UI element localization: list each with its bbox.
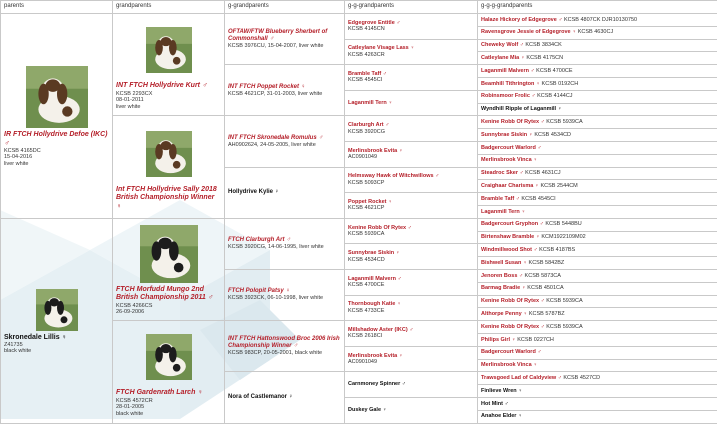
ggg-grandparent-details: KCSB 3834CK xyxy=(524,42,562,48)
ggg-grandparent-cell xyxy=(478,77,717,90)
ggg-grandparent-cell xyxy=(478,167,717,180)
gg-grandparent-details: KCSB 4545CI xyxy=(348,77,474,83)
parent-details: 15-04-2016 xyxy=(4,154,109,160)
grandparent-details: KCSB 2293CX xyxy=(116,91,221,97)
ggg-grandparent-details: KCSB 4527CD xyxy=(562,375,600,381)
gg-grandparent-cell xyxy=(345,269,478,295)
grandparent-details: 26-09-2006 xyxy=(116,309,221,315)
gg-grandparent-details: KCSB 4145CN xyxy=(348,26,474,32)
grandparent-details: KCSB 4572CR xyxy=(116,398,221,404)
gg-grandparent-name[interactable]: Catleylane Visage Lass ♀ xyxy=(348,45,474,51)
gg-grandparent-name[interactable]: Bramble Taff ♂ xyxy=(348,71,474,77)
grandparent-details: KCSB 4266CS xyxy=(116,303,221,309)
grandparent-photo xyxy=(146,21,192,79)
table-row xyxy=(1,14,717,27)
gg-grandparent-cell xyxy=(345,295,478,321)
gg-grandparent-cell xyxy=(345,141,478,167)
gg-grandparent-cell xyxy=(345,397,478,423)
header-row xyxy=(1,1,717,14)
parent-photo xyxy=(35,289,79,331)
ggg-grandparent-name[interactable]: Bishwell Susan ♀ xyxy=(481,260,527,266)
gg-grandparent-name[interactable]: Duskey Gale ♀ xyxy=(348,407,474,413)
ggg-grandparent-details: KCSB 4631CJ xyxy=(524,170,561,176)
grandparent-name[interactable]: Int FTCH Hollydrive Sally 2018 British Championship Winner ♀ xyxy=(116,186,221,211)
ggg-grandparent-name[interactable]: Halaze Hickory of Edgegrove ♂ xyxy=(481,17,562,23)
ggg-grandparent-name[interactable]: Kenine Robb Of Rytex ♂ xyxy=(481,298,545,304)
g-grandparent-details: KCSB 983CP, 20-05-2001, black white xyxy=(228,350,341,356)
grandparent-name[interactable]: FTCH Morfudd Mungo 2nd British Championship 2011 ♂ xyxy=(116,286,221,303)
grandparent-cell xyxy=(113,14,225,116)
ggg-grandparent-cell xyxy=(478,52,717,65)
ggg-grandparent-cell xyxy=(478,372,717,385)
ggg-grandparent-name[interactable]: Badgercourt Warlord ♂ xyxy=(481,145,541,151)
ggg-grandparent-cell xyxy=(478,193,717,206)
ggg-grandparent-cell xyxy=(478,385,717,398)
ggg-grandparent-details: KCSB 0227CH xyxy=(516,337,554,343)
gg-grandparent-details: KCSB 4263CR xyxy=(348,52,474,58)
gg-grandparent-details: KCSB 4534CD xyxy=(348,257,474,263)
ggg-grandparent-name[interactable]: Trawsgoed Lad of Caldyview ♂ xyxy=(481,375,562,381)
g-grandparent-name[interactable]: INT FTCH Skronedale Romulus ♂ xyxy=(228,135,341,142)
ggg-grandparent-cell xyxy=(478,269,717,282)
gg-grandparent-name[interactable]: Laganmill Malvern ♂ xyxy=(348,276,474,282)
ggg-grandparent-details: KCM1922109M02 xyxy=(540,234,586,240)
ggg-grandparent-cell xyxy=(478,205,717,218)
grandparent-cell xyxy=(113,218,225,320)
parent-photo xyxy=(25,66,89,128)
header-grandparents: grandparents xyxy=(113,1,225,14)
gg-grandparent-name[interactable]: Edgegrove Entitle ♂ xyxy=(348,20,474,26)
ggg-grandparent-cell xyxy=(478,218,717,231)
parent-cell xyxy=(1,218,113,423)
gg-grandparent-cell xyxy=(345,39,478,65)
ggg-grandparent-name[interactable]: Craighaar Charisma ♀ xyxy=(481,183,539,189)
ggg-grandparent-details: KCSB 5939CA xyxy=(545,324,583,330)
ggg-grandparent-details: KCSB 4545CI xyxy=(520,196,556,202)
gg-grandparent-cell xyxy=(345,218,478,244)
ggg-grandparent-cell xyxy=(478,141,717,154)
ggg-grandparent-cell xyxy=(478,116,717,129)
gg-grandparent-cell xyxy=(345,372,478,398)
ggg-grandparent-cell xyxy=(478,103,717,116)
g-grandparent-name[interactable]: Hollydrive Kylie ♀ xyxy=(228,189,341,196)
gg-grandparent-details: AC0901049 xyxy=(348,359,474,365)
gg-grandparent-cell xyxy=(345,90,478,116)
ggg-grandparent-name[interactable]: Badgercourt Warlord ♂ xyxy=(481,349,541,355)
ggg-grandparent-cell xyxy=(478,65,717,78)
grandparent-cell xyxy=(113,321,225,423)
ggg-grandparent-name[interactable]: Jenoren Boss ♂ xyxy=(481,273,523,279)
ggg-grandparent-name[interactable]: Ravensgrove Jessie of Edgegrove ♀ xyxy=(481,29,576,35)
g-grandparent-details: KCSB 3920CG, 14-06-1995, liver white xyxy=(228,244,341,250)
ggg-grandparent-cell xyxy=(478,295,717,308)
ggg-grandparent-name[interactable]: Hot Mint ♂ xyxy=(481,401,509,407)
ggg-grandparent-name[interactable]: Kenine Robb Of Rytex ♂ xyxy=(481,324,545,330)
ggg-grandparent-name[interactable]: Badgercourt Gryphon ♂ xyxy=(481,221,544,227)
grandparent-photo xyxy=(146,328,192,386)
g-grandparent-name[interactable]: FTCH Clarburgh Art ♂ xyxy=(228,237,341,244)
ggg-grandparent-cell xyxy=(478,308,717,321)
ggg-grandparent-cell xyxy=(478,410,717,423)
parent-details: Z41735 xyxy=(4,342,109,348)
gg-grandparent-details: KCSB 4621CP xyxy=(348,205,474,211)
ggg-grandparent-name[interactable]: Beamhill Tithrington ♀ xyxy=(481,81,540,87)
parent-details: liver white xyxy=(4,161,109,167)
ggg-grandparent-name[interactable]: Windmillwood Shot ♂ xyxy=(481,247,538,253)
g-grandparent-details: KCSB 3923CK, 06-10-1998, liver white xyxy=(228,295,341,301)
ggg-grandparent-details: KCSB 5939CA xyxy=(545,119,583,125)
ggg-grandparent-name[interactable]: Althorpe Penny ♀ xyxy=(481,311,527,317)
ggg-grandparent-details: KCSB 4187BS xyxy=(538,247,576,253)
ggg-grandparent-cell xyxy=(478,321,717,334)
gg-grandparent-name[interactable]: Sunnybrae Siskin ♀ xyxy=(348,250,474,256)
g-grandparent-details: KCSB 4621CP, 31-01-2003, liver white xyxy=(228,91,341,97)
gg-grandparent-details: KCSB 2618CI xyxy=(348,333,474,339)
gg-grandparent-cell xyxy=(345,65,478,91)
grandparent-name[interactable]: FTCH Gardenrath Larch ♀ xyxy=(116,389,221,397)
ggg-grandparent-details: KCSB 4144CJ xyxy=(536,93,573,99)
gg-grandparent-details: KCSB 5939CA xyxy=(348,231,474,237)
gg-grandparent-cell xyxy=(345,321,478,347)
ggg-grandparent-name[interactable]: Anahoe Elder ♀ xyxy=(481,413,522,419)
g-grandparent-cell xyxy=(225,116,345,167)
ggg-grandparent-details: KCSB 5842BZ xyxy=(527,260,564,266)
ggg-grandparent-cell xyxy=(478,90,717,103)
gg-grandparent-cell xyxy=(345,346,478,372)
ggg-grandparent-cell xyxy=(478,244,717,257)
g-grandparent-cell xyxy=(225,14,345,65)
ggg-grandparent-cell xyxy=(478,129,717,142)
parent-details: black white xyxy=(4,348,109,354)
ggg-grandparent-details: KCSB 2544CM xyxy=(539,183,578,189)
g-grandparent-cell xyxy=(225,372,345,423)
gg-grandparent-name[interactable]: Kenine Robb Of Rytex ♂ xyxy=(348,225,474,231)
ggg-grandparent-details: KCSB 4807CK DJR10130750 xyxy=(562,17,637,23)
ggg-grandparent-cell xyxy=(478,282,717,295)
header-g-g-g-grandparents: g-g-g-grandparents xyxy=(478,1,717,14)
ggg-grandparent-cell xyxy=(478,397,717,410)
g-grandparent-details: AH0902624, 24-05-2005, liver white xyxy=(228,142,341,148)
ggg-grandparent-name[interactable]: Finlieve Wren ♀ xyxy=(481,388,522,394)
header-parents: parents xyxy=(1,1,113,14)
gg-grandparent-cell xyxy=(345,167,478,193)
g-grandparent-name[interactable]: INT FTCH Poppet Rocket ♀ xyxy=(228,84,341,91)
grandparent-cell xyxy=(113,116,225,218)
grandparent-photo xyxy=(146,125,192,183)
ggg-grandparent-cell xyxy=(478,180,717,193)
ggg-grandparent-cell xyxy=(478,231,717,244)
gg-grandparent-cell xyxy=(345,14,478,40)
ggg-grandparent-name[interactable]: Laganmill Tern ♀ xyxy=(481,209,525,215)
grandparent-photo xyxy=(135,225,203,283)
gg-grandparent-name[interactable]: Clarburgh Art ♂ xyxy=(348,122,474,128)
gg-grandparent-name[interactable]: Thornbough Katie ♀ xyxy=(348,301,474,307)
gg-grandparent-details: KCSB 4733CE xyxy=(348,308,474,314)
ggg-grandparent-details: KCSB 5939CA xyxy=(545,298,583,304)
parent-details: KCSB 4165DC xyxy=(4,148,109,154)
g-grandparent-name[interactable]: INT FTCH Hattonswood Broc 2006 Irish Championship Winner ♂ xyxy=(228,336,341,350)
ggg-grandparent-details: KCSB 0192CH xyxy=(540,81,578,87)
parent-name[interactable]: IR FTCH Hollydrive Defoe (IKC) ♂ xyxy=(4,131,109,148)
gg-grandparent-details: KCSB 4700CE xyxy=(348,282,474,288)
ggg-grandparent-name[interactable]: Merlinsbrook Vinca ♀ xyxy=(481,157,537,163)
ggg-grandparent-details: KCSB 4175CN xyxy=(525,55,563,61)
gg-grandparent-details: KCSB 5093CP xyxy=(348,180,474,186)
ggg-grandparent-cell xyxy=(478,346,717,359)
gg-grandparent-cell xyxy=(345,116,478,142)
ggg-grandparent-details: KCSB 4630CJ xyxy=(576,29,613,35)
ggg-grandparent-details: KCSB 4700CE xyxy=(535,68,573,74)
g-grandparent-name[interactable]: FTCH Polopit Patsy ♀ xyxy=(228,288,341,295)
ggg-grandparent-details: KCSB 5448BU xyxy=(544,221,582,227)
g-grandparent-name[interactable]: Nora of Castlemanor ♀ xyxy=(228,394,341,401)
gg-grandparent-cell xyxy=(345,244,478,270)
gg-grandparent-name[interactable]: Poppet Rocket ♀ xyxy=(348,199,474,205)
ggg-grandparent-name[interactable]: Sunnybrae Siskin ♀ xyxy=(481,132,533,138)
ggg-grandparent-cell xyxy=(478,39,717,52)
ggg-grandparent-name[interactable]: Cheweky Wolf ♂ xyxy=(481,42,524,48)
ggg-grandparent-name[interactable]: Steadroc Sker ♂ xyxy=(481,170,524,176)
ggg-grandparent-name[interactable]: Birtenshaw Bramble ♀ xyxy=(481,234,540,240)
g-grandparent-cell xyxy=(225,167,345,218)
ggg-grandparent-name[interactable]: Merlinsbrook Vinca ♀ xyxy=(481,362,537,368)
grandparent-details: 08-01-2011 xyxy=(116,97,221,103)
ggg-grandparent-cell xyxy=(478,359,717,372)
ggg-grandparent-cell xyxy=(478,333,717,346)
grandparent-details: 28-01-2005 xyxy=(116,404,221,410)
ggg-grandparent-cell xyxy=(478,26,717,39)
ggg-grandparent-name[interactable]: Kenine Robb Of Rytex ♂ xyxy=(481,119,545,125)
ggg-grandparent-details: KCSB 4501CA xyxy=(526,285,564,291)
ggg-grandparent-name[interactable]: Wyndhill Ripple of Laganmill ♀ xyxy=(481,106,562,112)
gg-grandparent-name[interactable]: Merlinsbrook Evita ♀ xyxy=(348,148,474,154)
gg-grandparent-name[interactable]: Merlinsbrook Evita ♀ xyxy=(348,353,474,359)
grandparent-details: black white xyxy=(116,411,221,417)
parent-name[interactable]: Skronedale Lillis ♀ xyxy=(4,334,109,342)
ggg-grandparent-name[interactable]: Bramble Taff ♂ xyxy=(481,196,520,202)
grandparent-name[interactable]: INT FTCH Hollydrive Kurt ♂ xyxy=(116,82,221,90)
header-g-g-grandparents: g-g-grandparents xyxy=(345,1,478,14)
ggg-grandparent-details: KCSB 5787BZ xyxy=(527,311,564,317)
gg-grandparent-details: AC0901049 xyxy=(348,154,474,160)
ggg-grandparent-name[interactable]: Barmag Bradie ♀ xyxy=(481,285,526,291)
table-row xyxy=(1,218,717,231)
gg-grandparent-name[interactable]: Millshadow Aster (IKC) ♂ xyxy=(348,327,474,333)
g-grandparent-name[interactable]: OFTAW/FTW Blueberry Sherbert of Commonshall ♂ xyxy=(228,29,341,43)
g-grandparent-cell xyxy=(225,218,345,269)
ggg-grandparent-name[interactable]: Robinsmoor Frolic ♂ xyxy=(481,93,536,99)
g-grandparent-cell xyxy=(225,321,345,372)
ggg-grandparent-name[interactable]: Catleylane Mia ♀ xyxy=(481,55,525,61)
parent-cell xyxy=(1,14,113,219)
ggg-grandparent-details: KCSB 4534CD xyxy=(533,132,571,138)
g-grandparent-cell xyxy=(225,65,345,116)
grandparent-details: liver white xyxy=(116,104,221,110)
gg-grandparent-name[interactable]: Helmsway Hawk of Witchwillows ♂ xyxy=(348,173,474,179)
gg-grandparent-name[interactable]: Carnmoney Spinner ♂ xyxy=(348,381,474,387)
g-grandparent-details: KCSB 3976CU, 15-04-2007, liver white xyxy=(228,43,341,49)
ggg-grandparent-name[interactable]: Laganmill Malvern ♂ xyxy=(481,68,535,74)
header-g-grandparents: g-grandparents xyxy=(225,1,345,14)
g-grandparent-cell xyxy=(225,269,345,320)
ggg-grandparent-cell xyxy=(478,257,717,270)
gg-grandparent-name[interactable]: Laganmill Tern ♀ xyxy=(348,100,474,106)
ggg-grandparent-cell xyxy=(478,14,717,27)
gg-grandparent-details: KCSB 3920CG xyxy=(348,129,474,135)
ggg-grandparent-name[interactable]: Philips Girl ♀ xyxy=(481,337,516,343)
ggg-grandparent-cell xyxy=(478,154,717,167)
gg-grandparent-cell xyxy=(345,193,478,219)
ggg-grandparent-details: KCSB 5873CA xyxy=(523,273,561,279)
